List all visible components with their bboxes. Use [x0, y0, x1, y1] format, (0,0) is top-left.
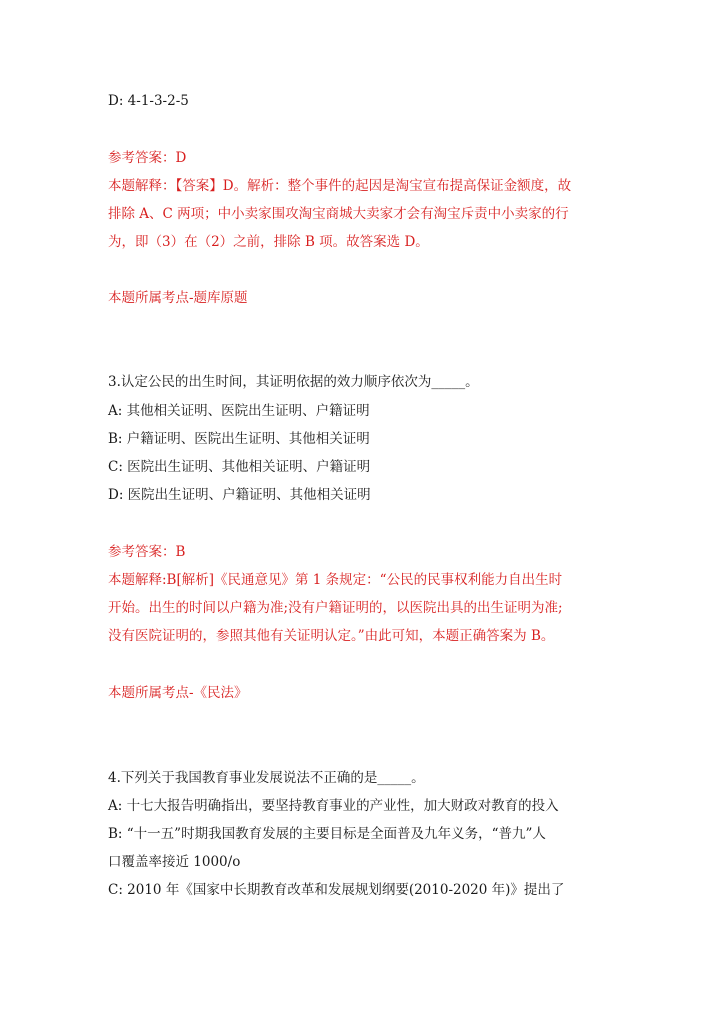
q4-option-b-line-1: B: “十一五”时期我国教育发展的主要目标是全面普及九年义务，“普九”人 — [108, 826, 546, 842]
q4-option-a: A: 十七大报告明确指出，要坚持教育事业的产业性，加大财政对教育的投入 — [108, 798, 559, 814]
q3-option-b: B: 户籍证明、医院出生证明、其他相关证明 — [108, 431, 370, 447]
q3-explanation-line-3: 没有医院证明的，参照其他有关证明认定。”由此可知，本题正确答案为 B。 — [108, 628, 555, 644]
q2-explanation-line-3: 为，即（3）在（2）之前，排除 B 项。故答案选 D。 — [108, 234, 429, 250]
q3-answer: 参考答案：B — [108, 544, 186, 560]
q3-explanation-line-1: 本题解释:B[解析]《民通意见》第 1 条规定：“公民的民事权利能力自出生时 — [108, 572, 563, 588]
q4-option-c: C: 2010 年《国家中长期教育改革和发展规划纲要(2010-2020 年)》提出了 — [108, 882, 565, 898]
q2-explanation-line-1: 本题解释：【答案】D。解析：整个事件的起因是淘宝宣布提高保证金额度，故 — [108, 178, 572, 194]
q3-explanation-line-2: 开始。出生的时间以户籍为准;没有户籍证明的，以医院出具的出生证明为准; — [108, 600, 563, 616]
q3-question: 3.认定公民的出生时间，其证明依据的效力顺序依次为_____。 — [108, 374, 479, 390]
q2-option-d: D: 4-1-3-2-5 — [108, 93, 189, 109]
q3-option-a: A: 其他相关证明、医院出生证明、户籍证明 — [108, 403, 370, 419]
q2-explanation-line-2: 排除 A、C 两项；中小卖家围攻淘宝商城大卖家才会有淘宝斥责中小卖家的行 — [108, 206, 569, 222]
q2-topic: 本题所属考点-题库原题 — [108, 290, 248, 306]
q3-option-d: D: 医院出生证明、户籍证明、其他相关证明 — [108, 487, 371, 503]
q3-option-c: C: 医院出生证明、其他相关证明、户籍证明 — [108, 459, 371, 475]
q4-question: 4.下列关于我国教育事业发展说法不正确的是_____。 — [108, 770, 425, 786]
q2-answer: 参考答案：D — [108, 150, 187, 166]
q4-option-b-line-2: 口覆盖率接近 1000/o — [108, 854, 241, 870]
q3-topic: 本题所属考点-《民法》 — [108, 685, 248, 701]
